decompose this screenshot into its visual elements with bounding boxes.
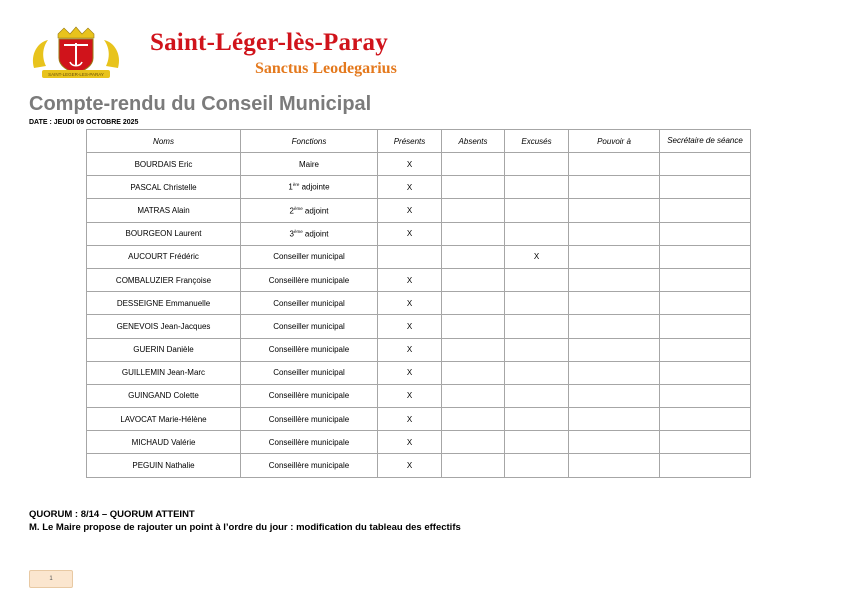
absent-cell — [442, 454, 505, 477]
function-text: Conseiller municipal — [273, 252, 345, 262]
member-name-cell: COMBALUZIER Françoise — [87, 268, 241, 291]
excused-cell — [505, 361, 569, 384]
present-cell: X — [378, 199, 442, 222]
member-name-cell: MICHAUD Valérie — [87, 431, 241, 454]
table-row — [87, 245, 751, 268]
town-crest-logo — [28, 24, 124, 80]
present-cell: X — [378, 454, 442, 477]
excused-cell — [505, 153, 569, 176]
table-row — [87, 153, 751, 176]
column-header: Secrétaire de séance — [660, 130, 751, 153]
excused-cell — [505, 222, 569, 245]
function-text: 1 — [288, 183, 293, 193]
excused-cell — [505, 292, 569, 315]
secretary-cell — [660, 431, 751, 454]
table-row — [87, 199, 751, 222]
column-header: Présents — [378, 130, 442, 153]
secretary-cell — [660, 222, 751, 245]
member-name-cell: BOURDAIS Eric — [87, 153, 241, 176]
member-name-cell: PASCAL Christelle — [87, 176, 241, 199]
function-ordinal-suffix: ème — [293, 228, 303, 234]
table-row — [87, 384, 751, 407]
page-number: 1 — [29, 570, 73, 588]
function-ordinal-suffix: ère — [292, 182, 300, 188]
member-name-cell: LAVOCAT Marie-Hélène — [87, 408, 241, 431]
secretary-cell — [660, 292, 751, 315]
function-text: Conseillère municipale — [268, 414, 350, 424]
secretary-cell — [660, 361, 751, 384]
member-function-cell — [241, 361, 378, 384]
excused-cell — [505, 176, 569, 199]
member-name-cell: GUILLEMIN Jean-Marc — [87, 361, 241, 384]
excused-cell — [505, 315, 569, 338]
column-header: Excusés — [505, 130, 569, 153]
member-function-cell — [241, 408, 378, 431]
table-row — [87, 292, 751, 315]
secretary-cell — [660, 408, 751, 431]
function-text: Maire — [298, 159, 319, 169]
table-row — [87, 361, 751, 384]
present-cell: X — [378, 292, 442, 315]
quorum-statement: QUORUM : 8/14 – QUORUM ATTEINT — [29, 509, 195, 520]
function-text: Conseiller municipal — [273, 321, 345, 331]
town-name: Saint-Léger-lès-Paray — [150, 29, 388, 56]
function-text: Conseillère municipale — [268, 461, 350, 471]
absent-cell — [442, 268, 505, 291]
excused-cell — [505, 454, 569, 477]
proxy-cell — [569, 268, 660, 291]
member-name-cell: AUCOURT Frédéric — [87, 245, 241, 268]
agenda-proposal: M. Le Maire propose de rajouter un point à l’ordre du jour : modification du tableau des effectifs — [29, 522, 461, 533]
excused-cell — [505, 268, 569, 291]
present-cell: X — [378, 268, 442, 291]
proxy-cell — [569, 361, 660, 384]
column-header: Fonctions — [241, 130, 378, 153]
secretary-cell — [660, 315, 751, 338]
absent-cell — [442, 361, 505, 384]
function-text: 3 — [289, 229, 294, 239]
absent-cell — [442, 431, 505, 454]
member-function-cell — [241, 431, 378, 454]
proxy-cell — [569, 315, 660, 338]
present-cell: X — [378, 222, 442, 245]
present-cell: X — [378, 153, 442, 176]
proxy-cell — [569, 245, 660, 268]
proxy-cell — [569, 454, 660, 477]
column-header: Noms — [87, 130, 241, 153]
function-text: Conseillère municipale — [268, 437, 350, 447]
absent-cell — [442, 384, 505, 407]
table-row — [87, 176, 751, 199]
excused-cell — [505, 199, 569, 222]
absent-cell — [442, 338, 505, 361]
member-name-cell: BOURGEON Laurent — [87, 222, 241, 245]
attendance-table-body — [87, 153, 751, 478]
secretary-cell — [660, 384, 751, 407]
column-header: Pouvoir à — [569, 130, 660, 153]
secretary-cell — [660, 268, 751, 291]
present-cell: X — [378, 384, 442, 407]
town-latin-motto: Sanctus Leodegarius — [255, 60, 397, 77]
table-row — [87, 222, 751, 245]
absent-cell — [442, 292, 505, 315]
excused-cell: X — [505, 245, 569, 268]
table-row — [87, 268, 751, 291]
present-cell: X — [378, 361, 442, 384]
attendance-table — [86, 129, 751, 478]
member-function-cell — [241, 384, 378, 407]
excused-cell — [505, 338, 569, 361]
absent-cell — [442, 153, 505, 176]
function-text-rest: adjoint — [302, 229, 329, 239]
function-text: Conseiller municipal — [273, 298, 345, 308]
member-name-cell: DESSEIGNE Emmanuelle — [87, 292, 241, 315]
function-text: Conseillère municipale — [268, 275, 350, 285]
absent-cell — [442, 176, 505, 199]
member-name-cell: GUINGAND Colette — [87, 384, 241, 407]
function-ordinal-suffix: ème — [293, 205, 303, 211]
document-date: DATE : JEUDI 09 OCTOBRE 2025 — [29, 119, 139, 126]
present-cell: X — [378, 315, 442, 338]
member-function-cell — [241, 222, 378, 245]
present-cell: X — [378, 176, 442, 199]
function-text: 2 — [289, 206, 294, 216]
proxy-cell — [569, 384, 660, 407]
proxy-cell — [569, 338, 660, 361]
absent-cell — [442, 222, 505, 245]
secretary-cell — [660, 153, 751, 176]
proxy-cell — [569, 292, 660, 315]
member-function-cell — [241, 338, 378, 361]
secretary-cell — [660, 245, 751, 268]
secretary-cell — [660, 454, 751, 477]
column-header: Absents — [442, 130, 505, 153]
secretary-cell — [660, 199, 751, 222]
function-text: Conseiller municipal — [273, 368, 345, 378]
proxy-cell — [569, 153, 660, 176]
member-function-cell — [241, 454, 378, 477]
table-header-row — [87, 130, 751, 153]
absent-cell — [442, 315, 505, 338]
function-text-rest: adjoint — [302, 206, 329, 216]
present-cell — [378, 245, 442, 268]
excused-cell — [505, 384, 569, 407]
secretary-cell — [660, 176, 751, 199]
table-row — [87, 454, 751, 477]
proxy-cell — [569, 431, 660, 454]
member-function-cell — [241, 153, 378, 176]
proxy-cell — [569, 176, 660, 199]
member-function-cell — [241, 245, 378, 268]
absent-cell — [442, 408, 505, 431]
proxy-cell — [569, 408, 660, 431]
present-cell: X — [378, 338, 442, 361]
table-row — [87, 338, 751, 361]
member-function-cell — [241, 315, 378, 338]
table-row — [87, 315, 751, 338]
table-row — [87, 408, 751, 431]
member-name-cell: PEGUIN Nathalie — [87, 454, 241, 477]
secretary-cell — [660, 338, 751, 361]
table-row — [87, 431, 751, 454]
absent-cell — [442, 199, 505, 222]
document-title: Compte-rendu du Conseil Municipal — [29, 93, 372, 115]
present-cell: X — [378, 408, 442, 431]
proxy-cell — [569, 199, 660, 222]
function-text: Conseillère municipale — [268, 345, 350, 355]
absent-cell — [442, 245, 505, 268]
member-name-cell: MATRAS Alain — [87, 199, 241, 222]
svg-text:SAINT-LEGER-LES-PARAY: SAINT-LEGER-LES-PARAY — [48, 72, 104, 77]
present-cell: X — [378, 431, 442, 454]
proxy-cell — [569, 222, 660, 245]
excused-cell — [505, 408, 569, 431]
member-function-cell — [241, 176, 378, 199]
member-name-cell: GENEVOIS Jean-Jacques — [87, 315, 241, 338]
function-text-rest: adjointe — [299, 183, 330, 193]
member-function-cell — [241, 268, 378, 291]
excused-cell — [505, 431, 569, 454]
function-text: Conseillère municipale — [268, 391, 350, 401]
member-name-cell: GUERIN Danièle — [87, 338, 241, 361]
member-function-cell — [241, 199, 378, 222]
member-function-cell — [241, 292, 378, 315]
